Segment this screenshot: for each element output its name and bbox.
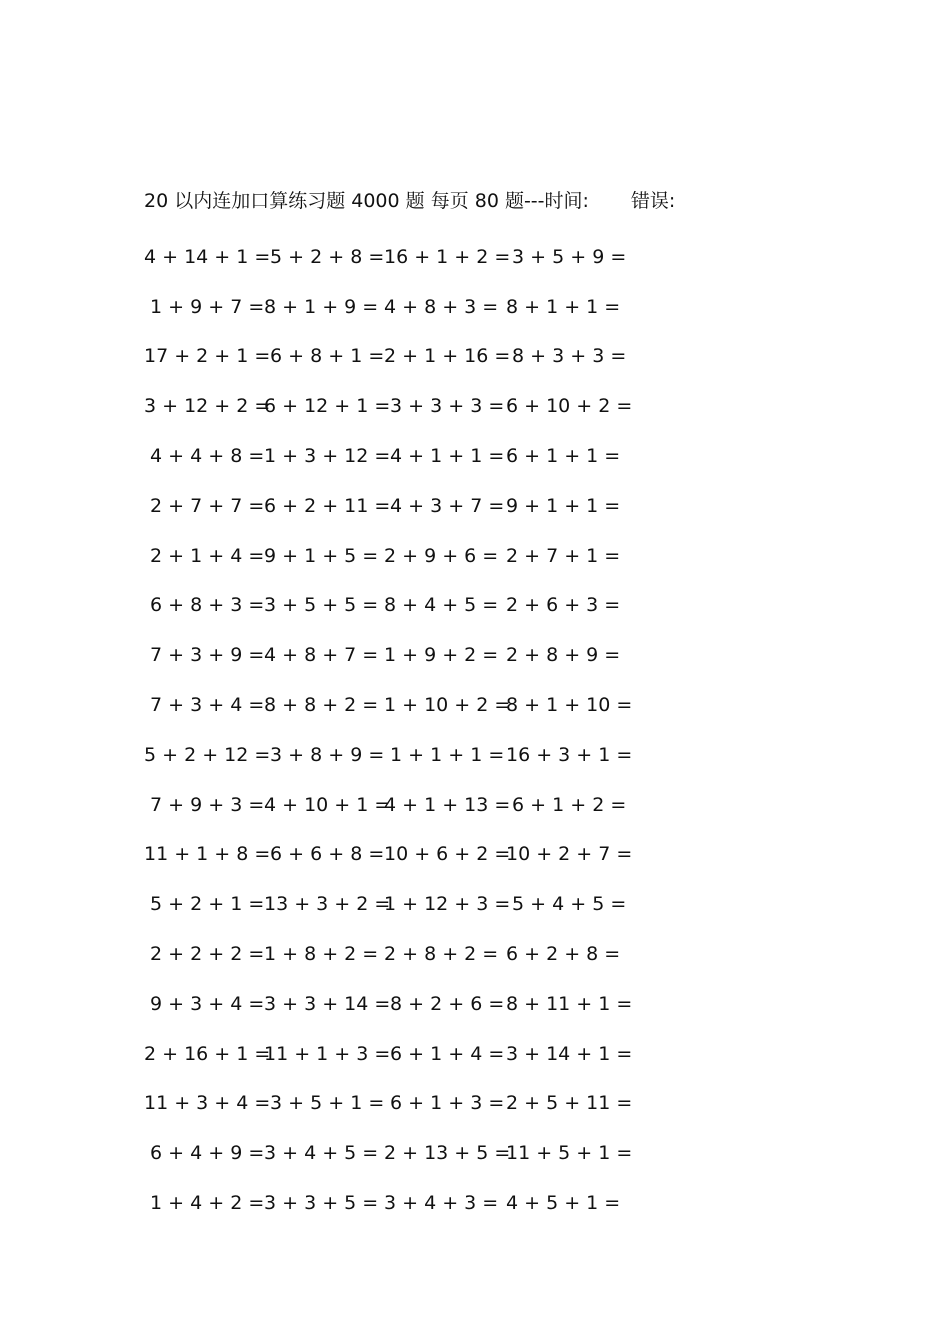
problem-row xyxy=(144,381,633,431)
problem-row xyxy=(144,481,624,531)
problem-item: 8 + 3 + 3 = xyxy=(506,345,627,368)
errors-label: 错误: xyxy=(630,190,676,212)
problem-item: 10 + 2 + 7 = xyxy=(506,843,633,866)
problem-item: 3 + 4 + 5 = xyxy=(264,1142,379,1165)
problem-item: 11 + 1 + 3 = xyxy=(264,1042,391,1065)
problem-item: 4 + 3 + 7 = xyxy=(384,494,505,517)
problem-row xyxy=(144,979,633,1029)
problem-item: 3 + 5 + 5 = xyxy=(264,594,379,617)
problem-row xyxy=(144,332,627,382)
problem-item: 2 + 8 + 9 = xyxy=(506,644,621,667)
problem-item: 4 + 8 + 3 = xyxy=(384,295,499,318)
problem-item: 1 + 4 + 2 = xyxy=(144,1192,265,1215)
problem-item: 3 + 12 + 2 = xyxy=(144,395,271,418)
problem-item: 8 + 1 + 10 = xyxy=(506,694,633,717)
problem-item: 7 + 9 + 3 = xyxy=(144,793,265,816)
problem-row xyxy=(144,1079,633,1129)
problem-item: 9 + 1 + 1 = xyxy=(506,494,621,517)
problem-item: 2 + 1 + 4 = xyxy=(144,544,265,567)
problem-item: 8 + 2 + 6 = xyxy=(384,992,505,1015)
problem-item: 8 + 1 + 9 = xyxy=(264,295,379,318)
problem-item: 8 + 11 + 1 = xyxy=(506,992,633,1015)
problem-item: 1 + 3 + 12 = xyxy=(264,445,391,468)
problem-item: 5 + 2 + 8 = xyxy=(264,245,385,268)
problem-item: 2 + 6 + 3 = xyxy=(506,594,621,617)
problem-item: 2 + 5 + 11 = xyxy=(506,1092,633,1115)
problem-item: 4 + 1 + 1 = xyxy=(384,445,505,468)
problem-item: 1 + 10 + 2 = xyxy=(384,694,511,717)
problem-item: 6 + 6 + 8 = xyxy=(264,843,385,866)
problem-item: 1 + 8 + 2 = xyxy=(264,943,379,966)
problem-item: 1 + 9 + 7 = xyxy=(144,295,265,318)
problem-item: 2 + 13 + 5 = xyxy=(384,1142,511,1165)
problem-item: 2 + 8 + 2 = xyxy=(384,943,499,966)
problem-item: 3 + 5 + 1 = xyxy=(264,1092,385,1115)
problem-row xyxy=(144,282,624,332)
problem-item: 4 + 8 + 7 = xyxy=(264,644,379,667)
problem-item: 6 + 1 + 4 = xyxy=(384,1042,505,1065)
worksheet-header xyxy=(144,186,675,216)
problem-item: 9 + 1 + 5 = xyxy=(264,544,379,567)
problem-item: 1 + 12 + 3 = xyxy=(384,893,511,916)
problem-item: 2 + 9 + 6 = xyxy=(384,544,499,567)
problem-item: 6 + 12 + 1 = xyxy=(264,395,391,418)
problem-item: 8 + 4 + 5 = xyxy=(384,594,499,617)
problem-item: 11 + 1 + 8 = xyxy=(144,843,271,866)
problem-item: 7 + 3 + 4 = xyxy=(144,694,265,717)
problem-item: 7 + 3 + 9 = xyxy=(144,644,265,667)
problem-item: 6 + 2 + 11 = xyxy=(264,494,391,517)
problem-item: 6 + 1 + 2 = xyxy=(506,793,627,816)
problem-item: 11 + 3 + 4 = xyxy=(144,1092,271,1115)
problem-row xyxy=(144,680,633,730)
problem-item: 3 + 8 + 9 = xyxy=(264,743,385,766)
problem-item: 3 + 3 + 14 = xyxy=(264,992,391,1015)
problem-item: 16 + 1 + 2 = xyxy=(384,245,511,268)
problem-row xyxy=(144,929,624,979)
problem-row xyxy=(144,1128,633,1178)
problem-item: 13 + 3 + 2 = xyxy=(264,893,391,916)
problem-item: 4 + 4 + 8 = xyxy=(144,445,265,468)
problem-item: 6 + 8 + 1 = xyxy=(264,345,385,368)
problem-item: 8 + 1 + 1 = xyxy=(506,295,621,318)
problem-row xyxy=(144,232,627,282)
problem-item: 6 + 2 + 8 = xyxy=(506,943,621,966)
problem-item: 3 + 3 + 5 = xyxy=(264,1192,379,1215)
problem-item: 6 + 10 + 2 = xyxy=(506,395,633,418)
problem-item: 3 + 5 + 9 = xyxy=(506,245,627,268)
problem-item: 9 + 3 + 4 = xyxy=(144,992,265,1015)
problem-item: 4 + 5 + 1 = xyxy=(506,1192,621,1215)
problem-item: 11 + 5 + 1 = xyxy=(506,1142,633,1165)
problem-row xyxy=(144,431,624,481)
problem-row xyxy=(144,630,624,680)
worksheet-title: 20 以内连加口算练习题 4000 题 每页 80 题---时间: xyxy=(144,190,589,212)
problem-item: 4 + 10 + 1 = xyxy=(264,793,391,816)
problem-item: 17 + 2 + 1 = xyxy=(144,345,271,368)
problem-item: 3 + 4 + 3 = xyxy=(384,1192,499,1215)
problem-item: 5 + 2 + 1 = xyxy=(144,893,265,916)
problem-item: 3 + 14 + 1 = xyxy=(506,1042,633,1065)
problem-item: 2 + 7 + 7 = xyxy=(144,494,265,517)
problem-item: 6 + 8 + 3 = xyxy=(144,594,265,617)
problem-item: 10 + 6 + 2 = xyxy=(384,843,511,866)
problem-item: 2 + 1 + 16 = xyxy=(384,345,511,368)
problem-item: 4 + 14 + 1 = xyxy=(144,245,271,268)
problem-row xyxy=(144,531,624,581)
problem-item: 4 + 1 + 13 = xyxy=(384,793,511,816)
problem-row xyxy=(144,581,624,631)
problem-item: 6 + 4 + 9 = xyxy=(144,1142,265,1165)
problem-item: 1 + 9 + 2 = xyxy=(384,644,499,667)
problem-row xyxy=(144,730,633,780)
problem-item: 16 + 3 + 1 = xyxy=(506,743,633,766)
problem-item: 2 + 2 + 2 = xyxy=(144,943,265,966)
problem-row xyxy=(144,1178,624,1228)
problem-item: 2 + 7 + 1 = xyxy=(506,544,621,567)
problem-item: 5 + 4 + 5 = xyxy=(506,893,627,916)
problem-item: 6 + 1 + 3 = xyxy=(384,1092,505,1115)
problem-item: 2 + 16 + 1 = xyxy=(144,1042,271,1065)
problem-item: 8 + 8 + 2 = xyxy=(264,694,379,717)
problem-row xyxy=(144,879,627,929)
problem-item: 3 + 3 + 3 = xyxy=(384,395,505,418)
problem-row xyxy=(144,780,627,830)
problem-row xyxy=(144,1029,633,1079)
problem-row xyxy=(144,830,633,880)
problem-item: 6 + 1 + 1 = xyxy=(506,445,621,468)
problem-item: 1 + 1 + 1 = xyxy=(384,743,505,766)
problem-grid xyxy=(144,232,633,1228)
problem-item: 5 + 2 + 12 = xyxy=(144,743,271,766)
